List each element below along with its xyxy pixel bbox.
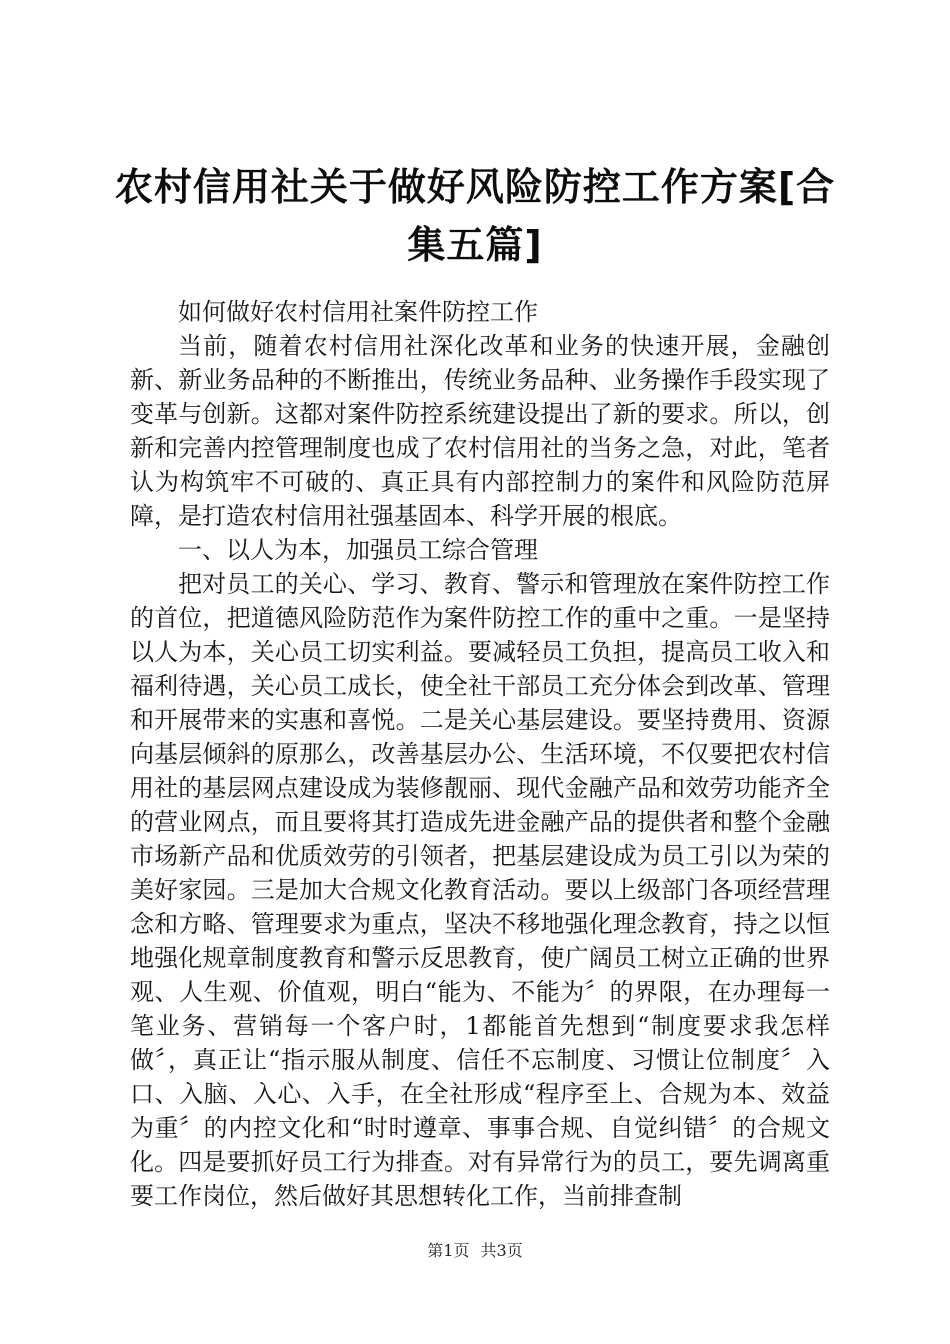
page-total: 共3页 bbox=[480, 1241, 523, 1260]
page-footer bbox=[0, 1238, 950, 1261]
document-title: 农村信用社关于做好风险防控工作方案[合集五篇] bbox=[114, 165, 836, 267]
body-paragraph: 当前，随着农村信用社深化改革和业务的快速开展，金融创新、新业务品种的不断推出，传统业务品种、业务操作手段实现了变革与创新。这都对案件防控系统建设提出了新的要求。所以，创新和完善内控管理制度也成了农村信用社的当务之急，对此，笔者认为构筑牢不可破的、真正具有内部控制力的案件和风险防范屏障，是打造农村信用社强基固本、科学开展的根底。 bbox=[130, 332, 830, 530]
body-paragraph: 把对员工的关心、学习、教育、警示和管理放在案件防控工作的首位，把道德风险防范作为案件防控工作的重中之重。一是坚持以人为本，关心员工切实利益。要减轻员工负担，提高员工收入和福利待遇，关心员工成长，使全社干部员工充分体会到改革、管理和开展带来的实惠和喜悦。二是关心基层建设。要坚持费用、资源向基层倾斜的原那么，改善基层办公、生活环境，不仅要把农村信用社的基层网点建设成为装修靓丽、现代金融产品和效劳功能齐全的营业网点，而且要将其打造成先进金融产品的提供者和整个金融市场新产品和优质效劳的引领者，把基层建设成为员工引以为荣的美好家园。三是加大合规文化教育活动。要以上级部门各项经营理念和方略、管理要求为重点，坚决不移地强化理念教育，持之以恒地强化规章制度教育和警示反思教育，使广阔员工树立正确的世界观、人生观、价值观，明白“能为、不能为〞的界限，在办理每一笔业务、营销每一个客户时，1都能首先想到“制度要求我怎样做〞，真正让“指示服从制度、信任不忘制度、习惯让位制度〞入口、入脑、入心、入手，在全社形成“程序至上、合规为本、效益为重〞的内控文化和“时时遵章、事事合规、自觉纠错〞的合规文化。四是要抓好员工行为排查。对有异常行为的员工，要先调离重要工作岗位，然后做好其思想转化工作，当前排查制 bbox=[130, 570, 830, 1210]
page-number: 第1页 bbox=[427, 1241, 470, 1260]
document-body bbox=[130, 295, 830, 1213]
section-heading: 一、以人为本，加强员工综合管理 bbox=[178, 536, 538, 564]
body-paragraph: 如何做好农村信用社案件防控工作 bbox=[178, 298, 538, 326]
